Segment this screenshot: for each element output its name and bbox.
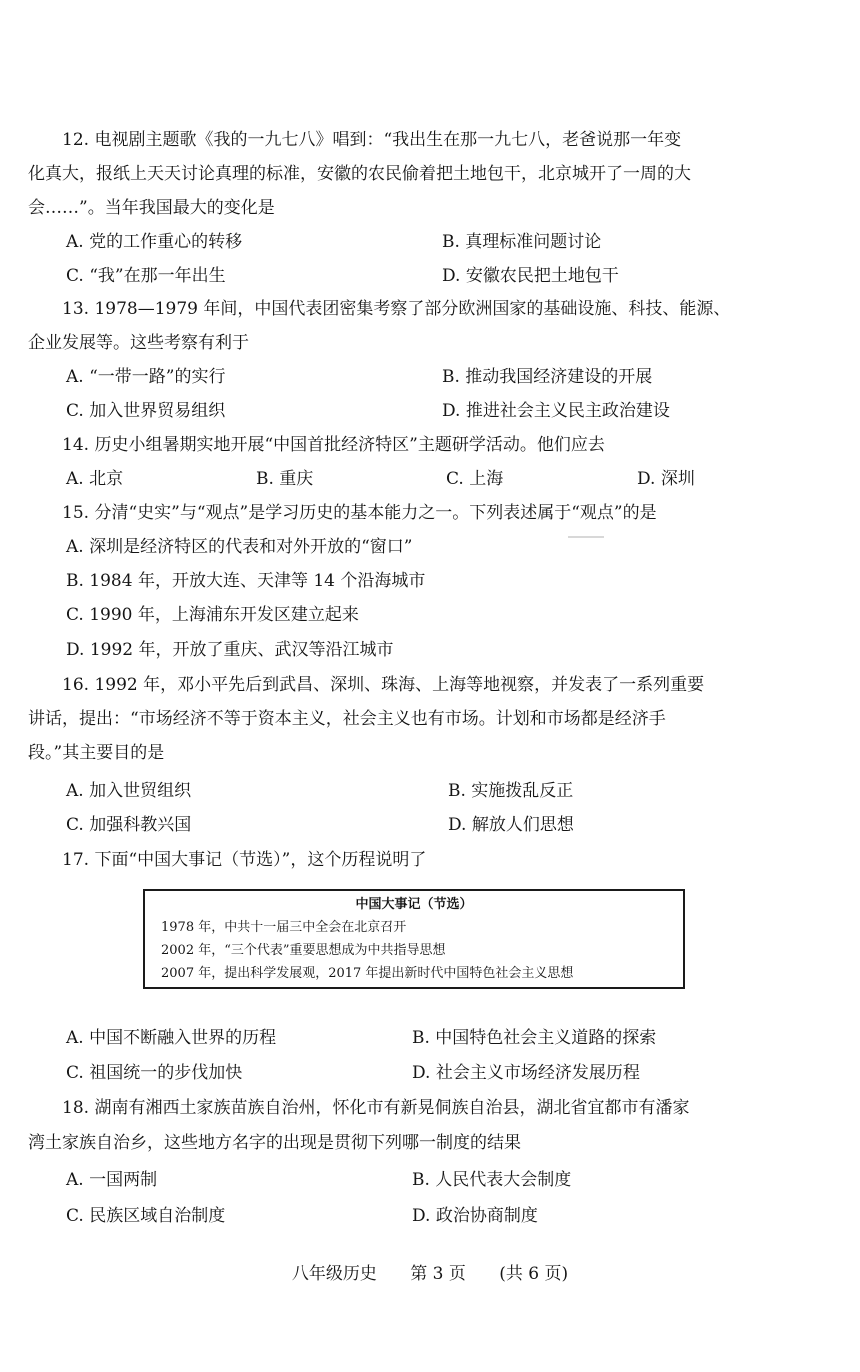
q13-stem-line-2: 企业发展等。这些考察有利于 — [28, 333, 249, 353]
scan-smudge — [568, 536, 604, 538]
q15-option-b: B. 1984 年，开放大连、天津等 14 个沿海城市 — [66, 571, 426, 591]
q14-stem-line-1: 14. 历史小组暑期实地开展“中国首批经济特区”主题研学活动。他们应去 — [62, 435, 605, 455]
q14-option-c: C. 上海 — [446, 469, 504, 489]
q16-option-a: A. 加入世贸组织 — [66, 781, 192, 801]
q17-option-b: B. 中国特色社会主义道路的探索 — [412, 1028, 657, 1048]
q12-stem-line-3: 会……”。当年我国最大的变化是 — [28, 198, 275, 218]
timeline-entry: 2007 年，提出科学发展观，2017 年提出新时代中国特色社会主义思想 — [161, 966, 574, 981]
q12-stem-line-2: 化真大，报纸上天天讨论真理的标准，安徽的农民偷着把土地包干，北京城开了一周的大 — [28, 164, 691, 184]
q13-option-b: B. 推动我国经济建设的开展 — [442, 367, 653, 387]
page-footer — [0, 1262, 860, 1286]
timeline-entry: 1978 年，中共十一届三中全会在北京召开 — [161, 920, 407, 935]
q16-stem-line-2: 讲话，提出：“市场经济不等于资本主义，社会主义也有市场。计划和市场都是经济手 — [28, 709, 666, 729]
q18-option-b: B. 人民代表大会制度 — [412, 1170, 572, 1190]
q12-option-b: B. 真理标准问题讨论 — [442, 232, 602, 252]
q16-option-c: C. 加强科教兴国 — [66, 815, 192, 835]
q13-stem-line-1: 13. 1978—1979 年间，中国代表团密集考察了部分欧洲国家的基础设施、科技、能源、 — [62, 299, 731, 319]
q12-stem-line-1: 12. 电视剧主题歌《我的一九七八》唱到：“我出生在那一九七八，老爸说那一年变 — [62, 130, 682, 150]
q17-stem-line-1: 17. 下面“中国大事记（节选）”，这个历程说明了 — [62, 850, 427, 870]
q12-option-a: A. 党的工作重心的转移 — [66, 232, 243, 252]
footer-subject: 八年级历史 — [291, 1264, 377, 1284]
timeline-entry: 2002 年，“三个代表”重要思想成为中共指导思想 — [161, 943, 446, 958]
q17-option-c: C. 祖国统一的步伐加快 — [66, 1063, 243, 1083]
q13-option-d: D. 推进社会主义民主政治建设 — [442, 401, 670, 421]
q18-option-d: D. 政治协商制度 — [412, 1206, 538, 1226]
footer-page-number: 第 3 页 — [410, 1264, 466, 1284]
q15-stem-line-1: 15. 分清“史实”与“观点”是学习历史的基本能力之一。下列表述属于“观点”的是 — [62, 503, 657, 523]
timeline-title: 中国大事记（节选） — [355, 897, 473, 912]
q18-option-c: C. 民族区域自治制度 — [66, 1206, 226, 1226]
q16-option-b: B. 实施拨乱反正 — [448, 781, 574, 801]
q15-option-c: C. 1990 年，上海浦东开发区建立起来 — [66, 605, 359, 625]
q13-option-c: C. 加入世界贸易组织 — [66, 401, 226, 421]
q16-stem-line-3: 段。”其主要目的是 — [28, 743, 165, 763]
q16-option-d: D. 解放人们思想 — [448, 815, 574, 835]
footer-total-pages: (共 6 页) — [499, 1264, 569, 1284]
q14-option-d: D. 深圳 — [637, 469, 695, 489]
q16-stem-line-1: 16. 1992 年，邓小平先后到武昌、深圳、珠海、上海等地视察，并发表了一系列重要 — [62, 675, 705, 695]
q17-option-d: D. 社会主义市场经济发展历程 — [412, 1063, 640, 1083]
q15-option-a: A. 深圳是经济特区的代表和对外开放的“窗口” — [66, 537, 413, 557]
q15-option-d: D. 1992 年，开放了重庆、武汉等沿江城市 — [66, 640, 394, 660]
q13-option-a: A. “一带一路”的实行 — [66, 367, 226, 387]
q12-option-c: C. “我”在那一年出生 — [66, 266, 226, 286]
q14-option-b: B. 重庆 — [256, 469, 314, 489]
q18-option-a: A. 一国两制 — [66, 1170, 158, 1190]
q18-stem-line-1: 18. 湖南有湘西土家族苗族自治州，怀化市有新晃侗族自治县，湖北省宜都市有潘家 — [62, 1098, 690, 1118]
q17-option-a: A. 中国不断融入世界的历程 — [66, 1028, 277, 1048]
q18-stem-line-2: 湾土家族自治乡，这些地方名字的出现是贯彻下列哪一制度的结果 — [28, 1133, 521, 1153]
timeline-box — [143, 889, 685, 989]
q12-option-d: D. 安徽农民把土地包干 — [442, 266, 619, 286]
q14-option-a: A. 北京 — [66, 469, 124, 489]
